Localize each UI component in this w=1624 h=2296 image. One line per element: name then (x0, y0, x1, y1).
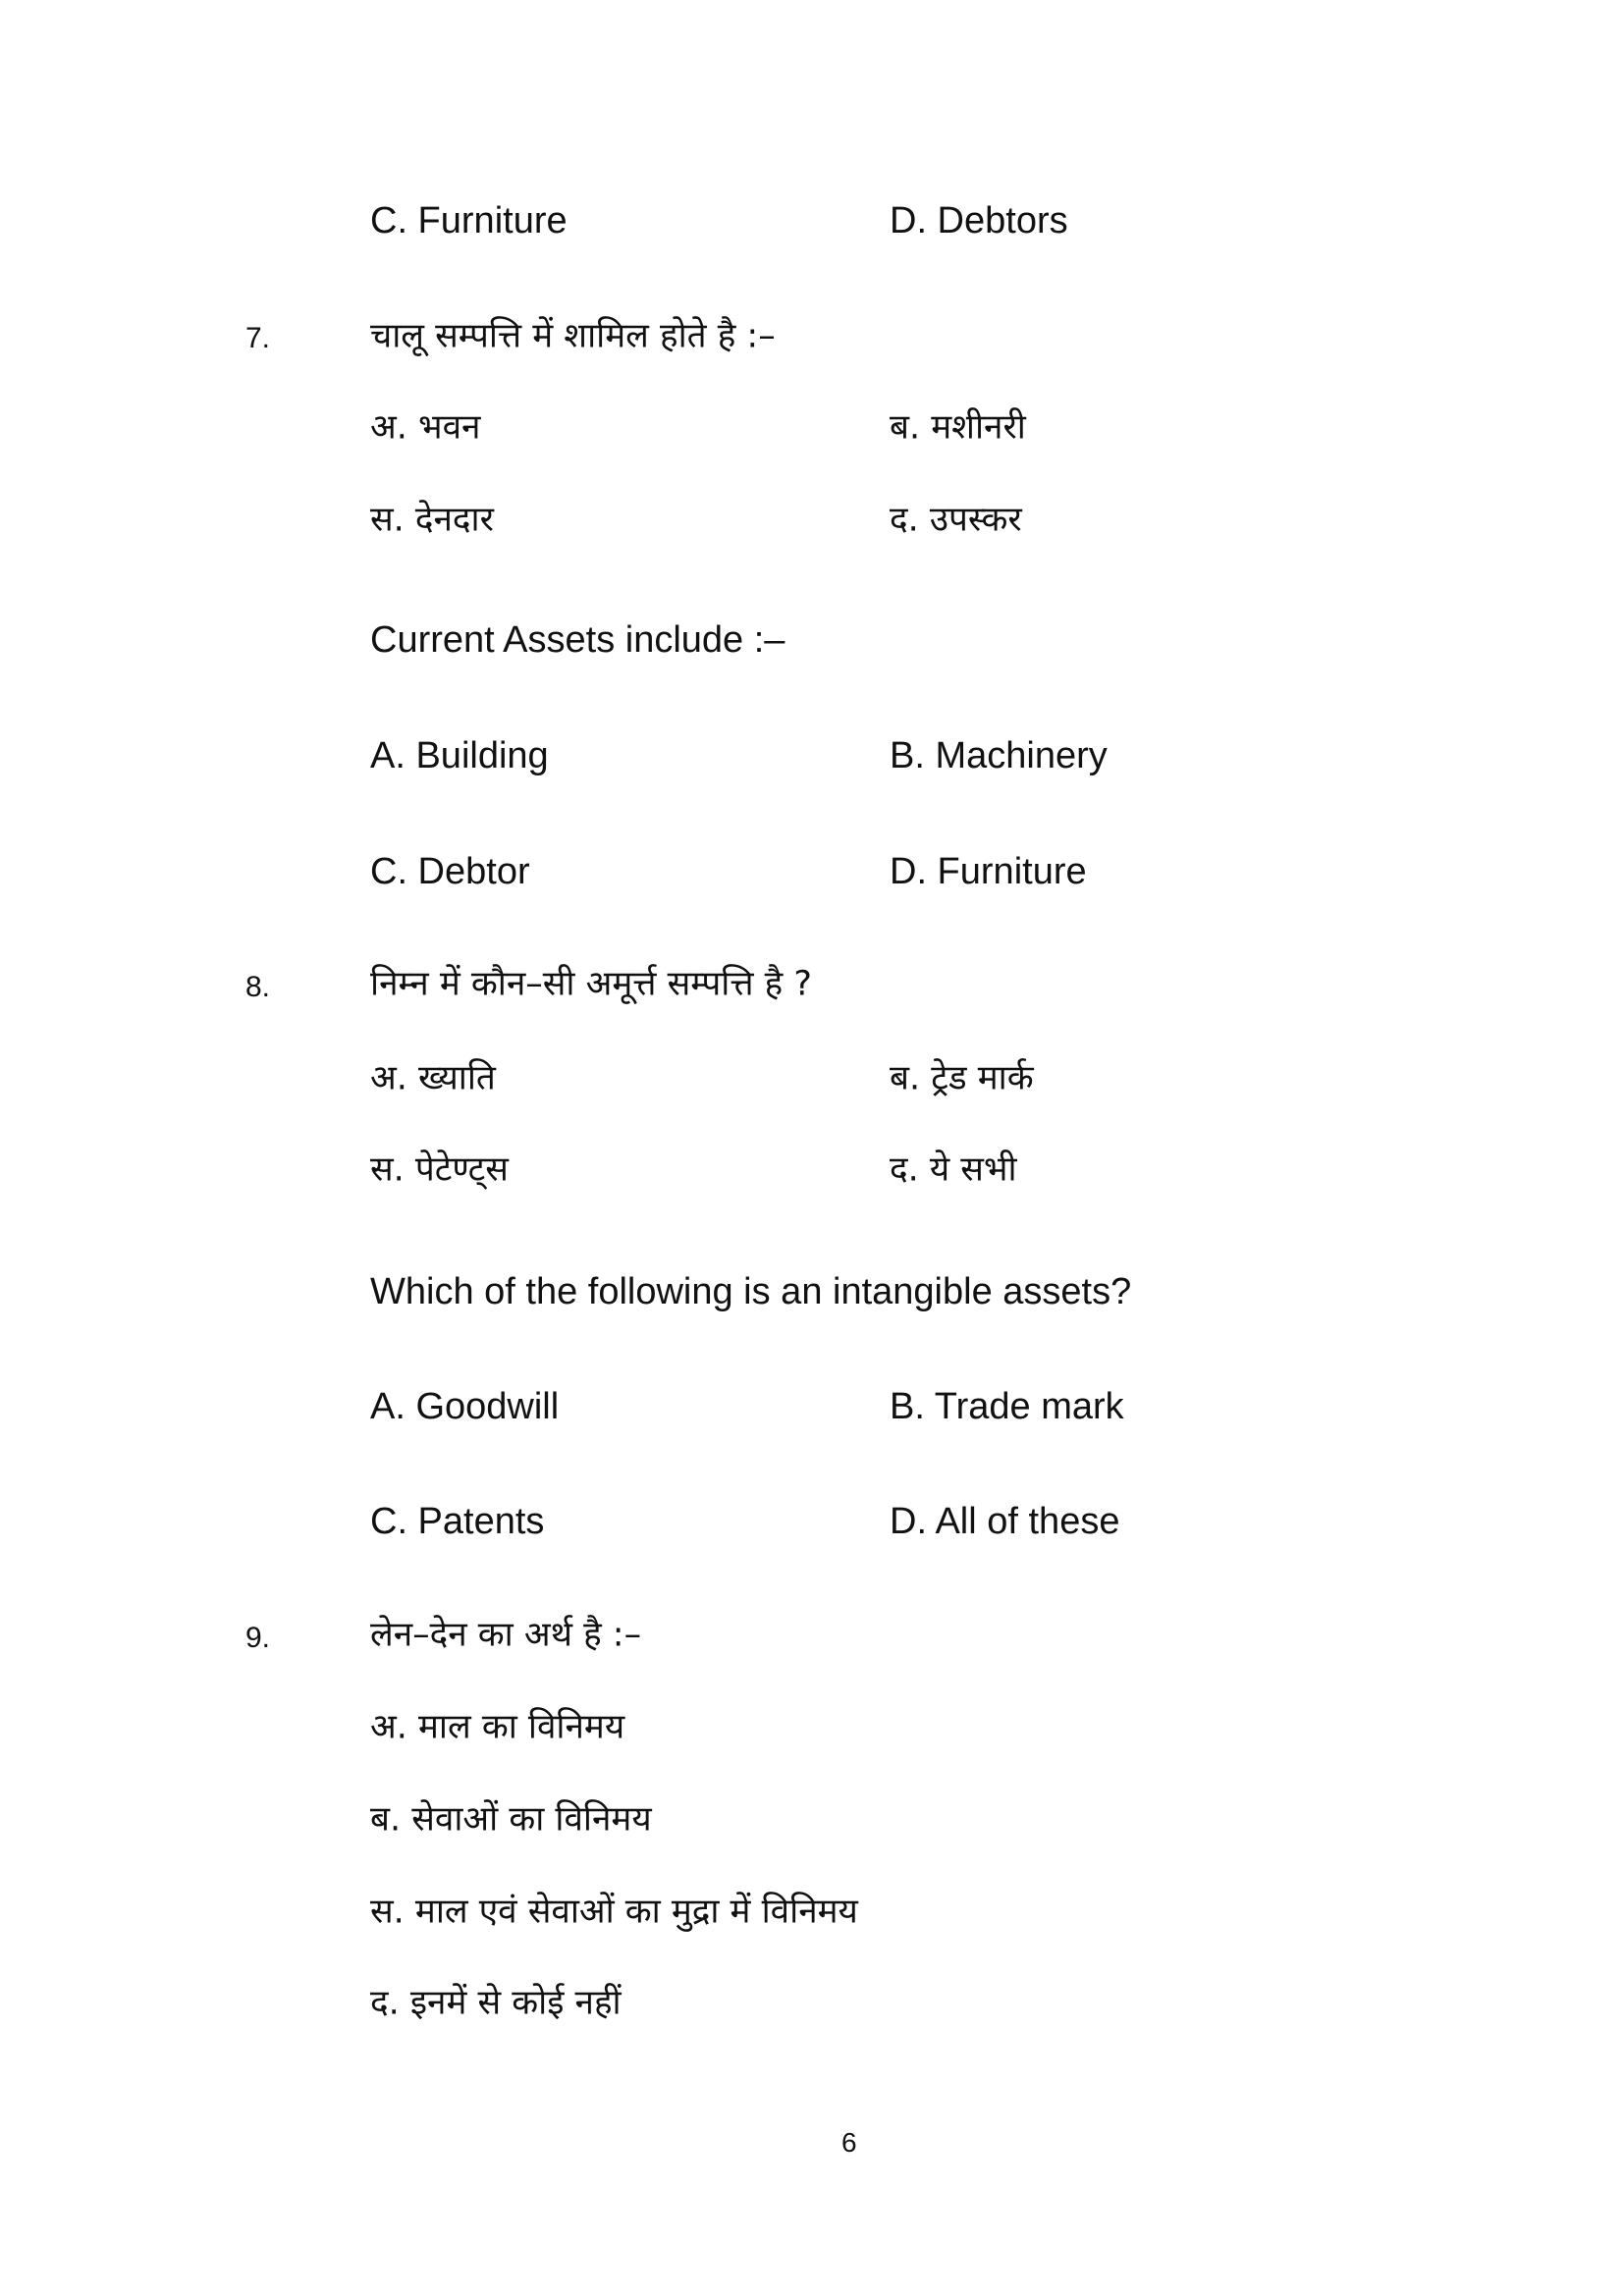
q9-hindi-option-c: स. माल एवं सेवाओं का मुद्रा में विनिमय (370, 1892, 858, 1932)
q9-hindi-option-a: अ. माल का विनिमय (370, 1707, 625, 1747)
q8-hindi-text: निम्न में कौन–सी अमूर्त्त सम्पत्ति है ? (370, 964, 812, 1004)
q9-hindi-text: लेन–देन का अर्थ है :– (370, 1615, 642, 1655)
q7-english-option-a: A. Building (370, 735, 549, 776)
q8-english-text: Which of the following is an intangible assets? (370, 1271, 1132, 1312)
q7-hindi-option-a: अ. भवन (370, 407, 481, 448)
q8-english-option-d: D. All of these (890, 1501, 1120, 1542)
q7-hindi-option-b: ब. मशीनरी (890, 407, 1026, 448)
q7-english-text: Current Assets include :– (370, 619, 785, 661)
q9-number: 9. (245, 1622, 271, 1654)
q7-hindi-option-c: स. देनदार (370, 500, 494, 540)
q7-english-option-d: D. Furniture (890, 851, 1087, 892)
q6-option-d: D. Debtors (890, 200, 1068, 241)
q8-english-option-c: C. Patents (370, 1501, 545, 1542)
q7-hindi-option-d: द. उपस्कर (890, 500, 1022, 540)
q6-option-c: C. Furniture (370, 200, 568, 241)
q8-english-option-a: A. Goodwill (370, 1386, 560, 1427)
page-number: 6 (841, 2127, 857, 2158)
q8-hindi-option-d: द. ये सभी (890, 1149, 1017, 1190)
q7-hindi-text: चालू सम्पत्ति में शामिल होते है :– (370, 316, 776, 356)
q8-hindi-option-c: स. पेटेण्ट्स (370, 1149, 509, 1190)
q7-number: 7. (245, 322, 271, 354)
q9-hindi-option-d: द. इनमें से कोई नहीं (370, 1983, 622, 2023)
q8-hindi-option-b: ब. ट्रेड मार्क (890, 1058, 1034, 1098)
q8-number: 8. (245, 971, 271, 1003)
q7-english-option-c: C. Debtor (370, 851, 530, 892)
q7-english-option-b: B. Machinery (890, 735, 1108, 776)
q8-hindi-option-a: अ. ख्याति (370, 1058, 496, 1098)
q8-english-option-b: B. Trade mark (890, 1386, 1124, 1427)
q9-hindi-option-b: ब. सेवाओं का विनिमय (370, 1799, 652, 1840)
